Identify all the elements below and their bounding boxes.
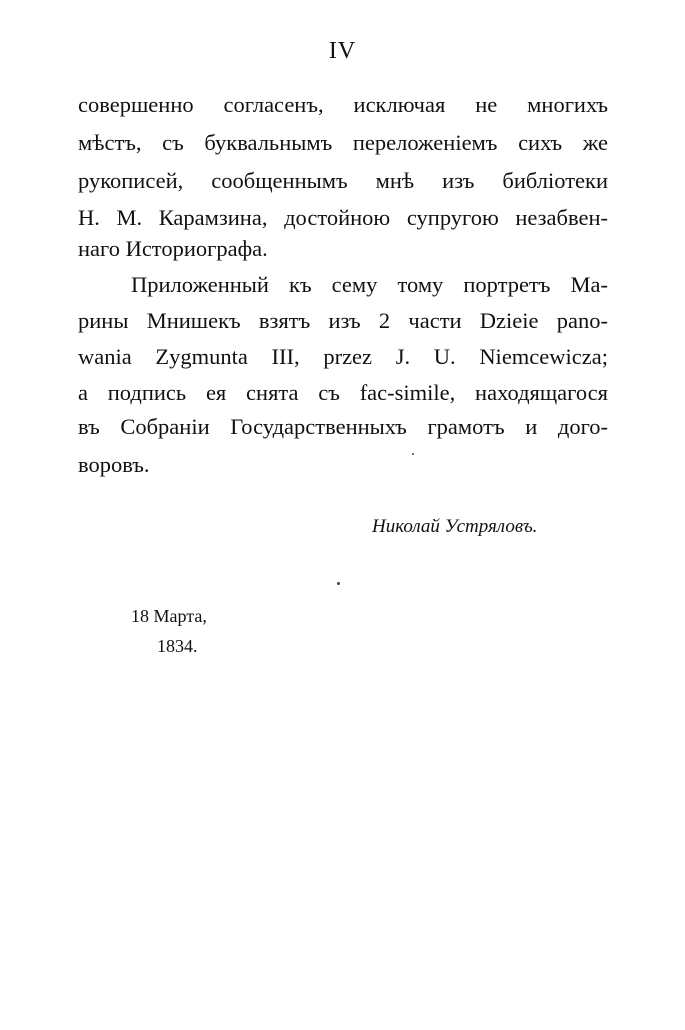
text-line: Приложенный къ сему тому портретъ Ма- (131, 272, 608, 297)
text-line: а подпись ея снята съ fac-simile, находящагося (78, 380, 608, 405)
text-line: рукописей, сообщеннымъ мнѣ изъ библiотеки (78, 168, 608, 193)
date-year: 1834. (157, 636, 198, 656)
text-line: рины Мнишекъ взятъ изъ 2 части Dzieie pano- (78, 308, 608, 333)
print-speck (337, 582, 340, 585)
text-line: Н. М. Карамзина, достойною супругою незабвен- (78, 205, 608, 230)
text-line: совершенно согласенъ, исключая не многихъ (78, 92, 608, 117)
date-day-month: 18 Марта, (131, 606, 207, 626)
author-signature: Николай Устряловъ. (372, 516, 538, 537)
text-line: воровъ. (78, 452, 150, 477)
text-line: наго Историографа. (78, 236, 268, 261)
text-line: мѣстъ, съ буквальнымъ переложенiемъ сихъ же (78, 130, 608, 155)
text-line: wania Zygmunta III, przez J. U. Niemcewicza; (78, 344, 608, 369)
print-speck (412, 453, 414, 455)
page-number: IV (328, 38, 357, 64)
text-line: въ Собранiи Государственныхъ грамотъ и дого- (78, 414, 608, 439)
